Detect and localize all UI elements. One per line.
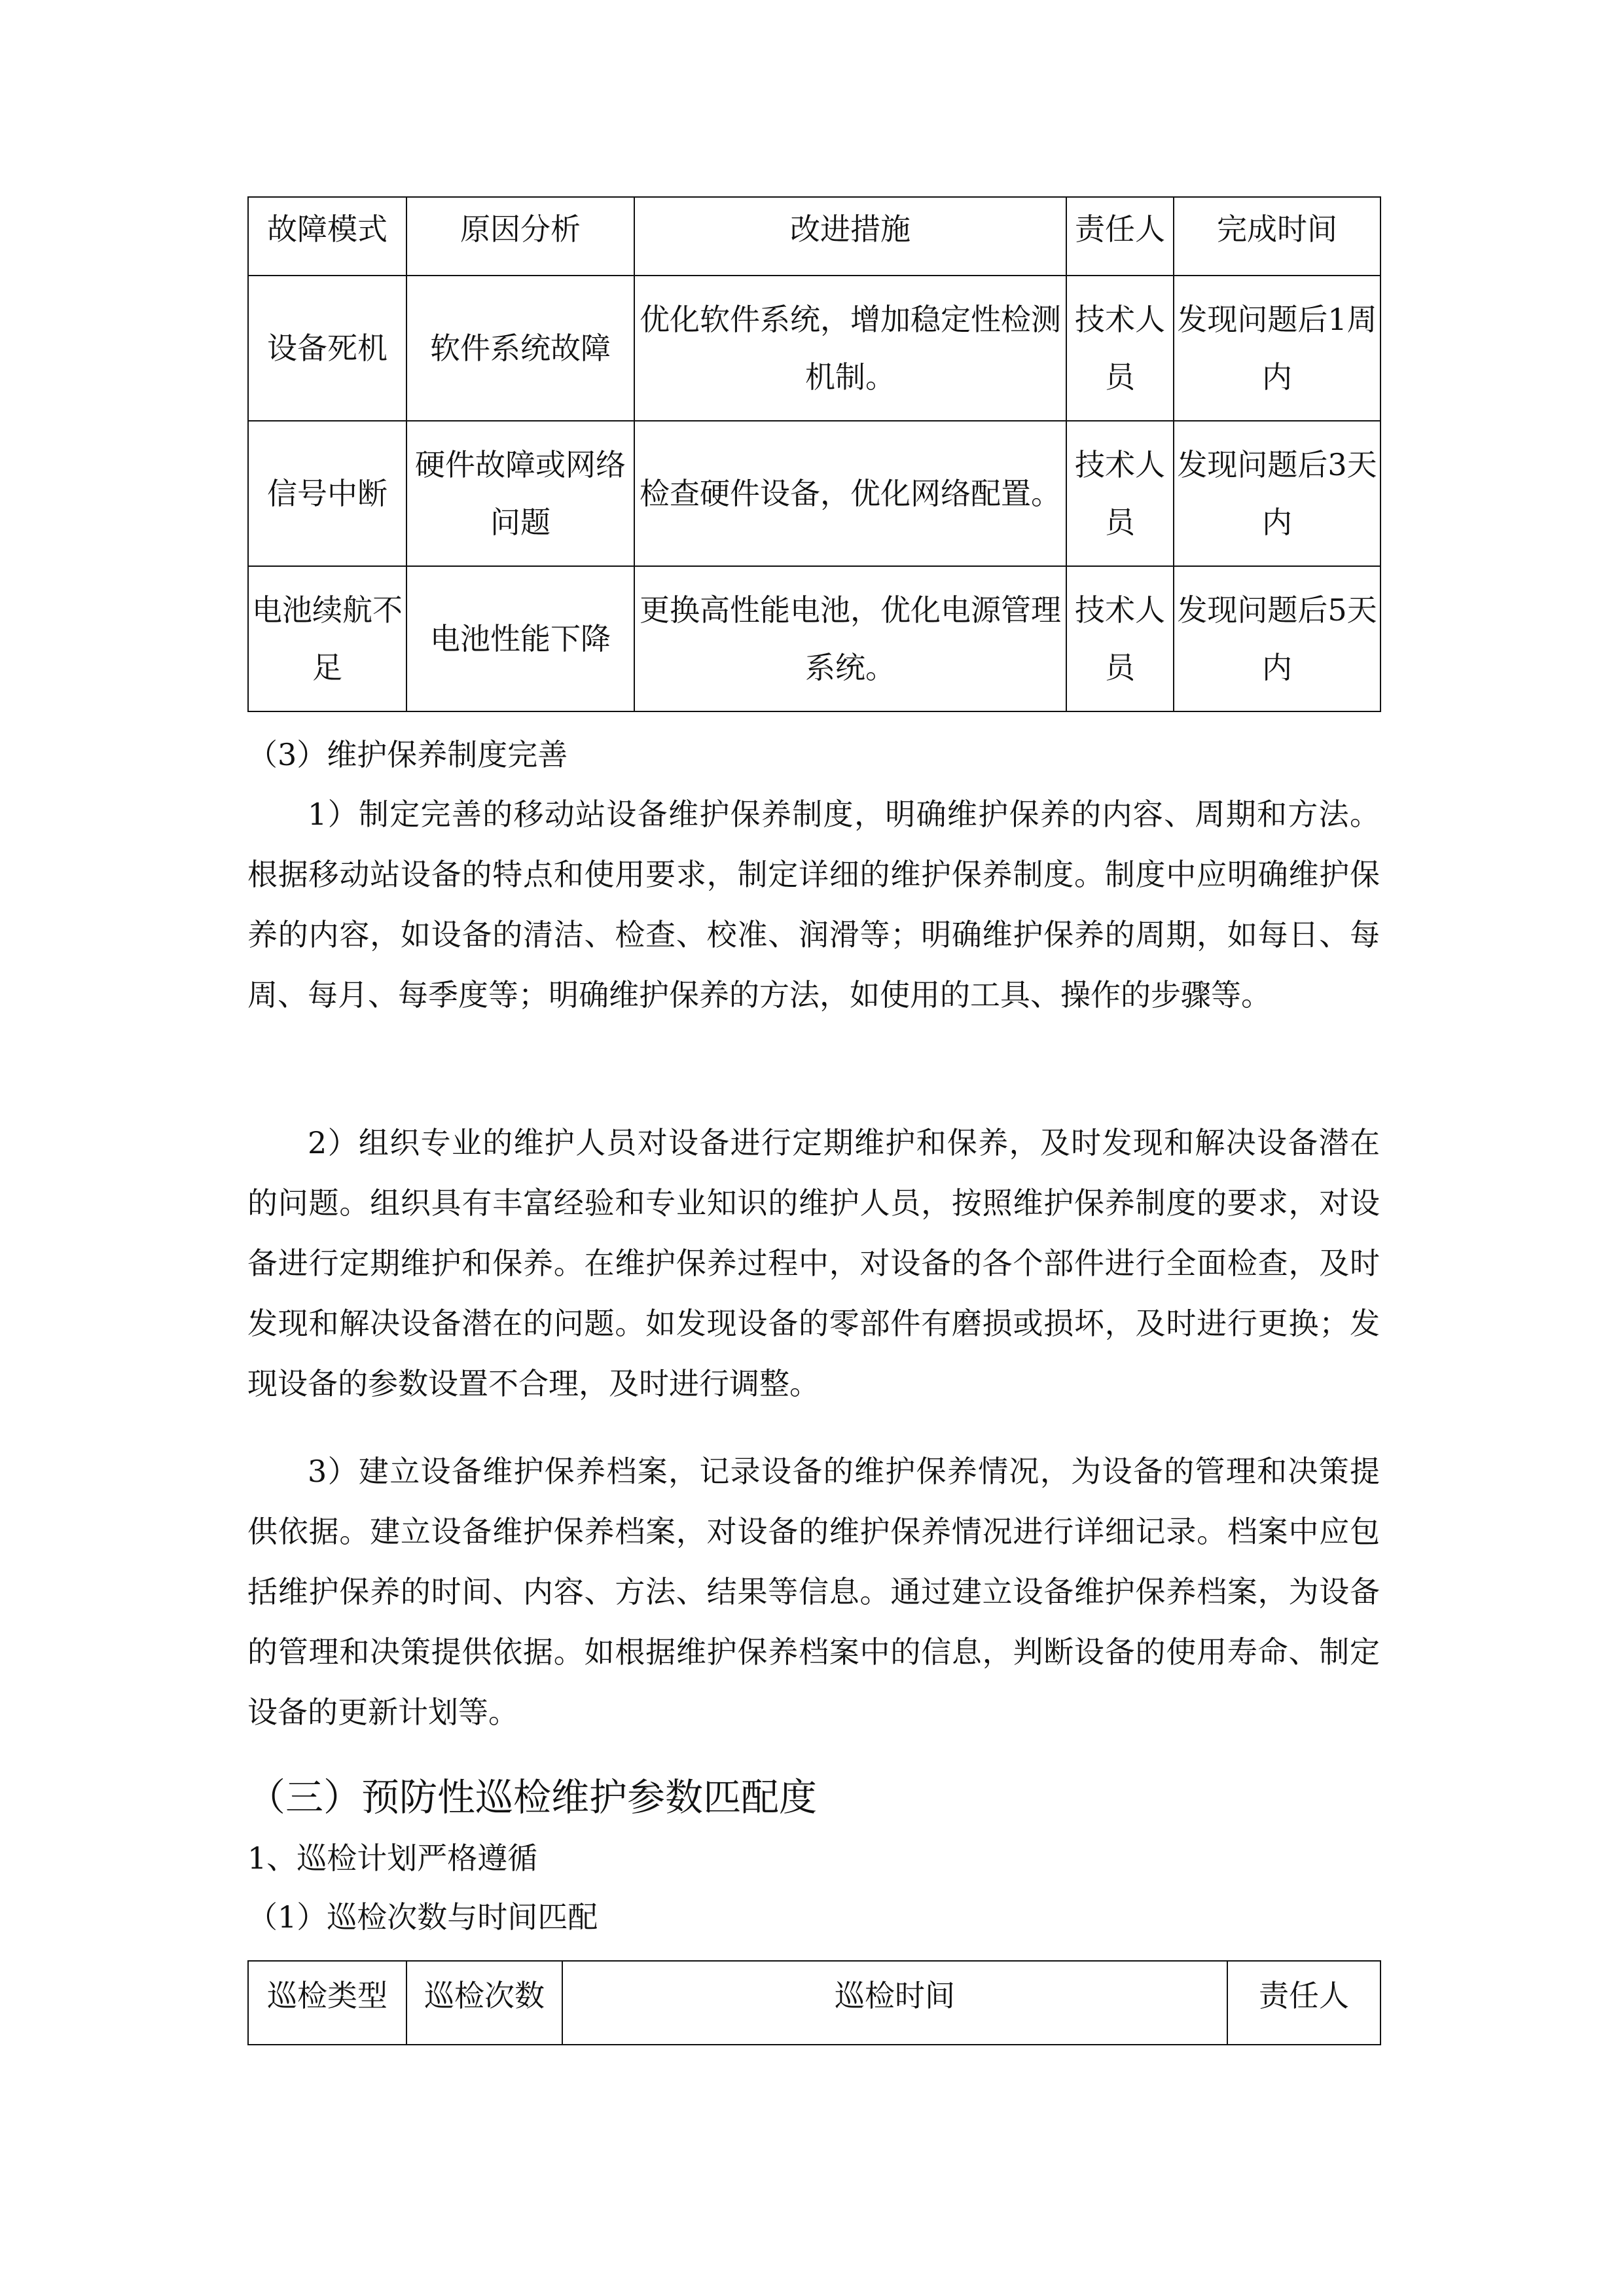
table-row [248, 421, 1380, 566]
table-cell: 发现问题后5天内 [1174, 566, 1380, 711]
table-cell: 检查硬件设备，优化网络配置。 [634, 421, 1066, 566]
table-cell: 设备死机 [248, 276, 406, 421]
fault-improvement-table [247, 196, 1381, 712]
header-cell: 改进措施 [634, 197, 1066, 276]
inspection-schedule-table [247, 1960, 1381, 2045]
table-row [248, 276, 1380, 421]
header-cell: 责任人 [1066, 197, 1174, 276]
header-cell: 责任人 [1227, 1961, 1380, 2045]
sub-heading: 1、巡检计划严格遵循 [247, 1840, 538, 1876]
paragraph: 3）建立设备维护保养档案，记录设备的维护保养情况，为设备的管理和决策提供依据。建立设备维护保养档案，对设备的维护保养情况进行详细记录。档案中应包括维护保养的时间、内容、方法、结果等信息。通过建立设备维护保养档案，为设备的管理和决策提供依据。如根据维护保养档案中的信息，判断设备的使用寿命、制定设备的更新计划等。 [247, 1454, 1380, 1730]
paragraph: 2）组织专业的维护人员对设备进行定期维护和保养，及时发现和解决设备潜在的问题。组织具有丰富经验和专业知识的维护人员，按照维护保养制度的要求，对设备进行定期维护和保养。在维护保养过程中，对设备的各个部件进行全面检查，及时发现和解决设备潜在的问题。如发现设备的零部件有磨损或损坏，及时进行更换；发现设备的参数设置不合理，及时进行调整。 [247, 1125, 1380, 1401]
table-cell: 信号中断 [248, 421, 406, 566]
sub-heading: （1）巡检次数与时间匹配 [247, 1899, 598, 1935]
table-cell: 硬件故障或网络问题 [406, 421, 634, 566]
table-cell: 技术人员 [1066, 566, 1174, 711]
subsection-heading: （3）维护保养制度完善 [247, 737, 568, 772]
section-title: （三）预防性巡检维护参数匹配度 [247, 1775, 818, 1820]
header-cell: 巡检次数 [406, 1961, 562, 2045]
paragraph: 1）制定完善的移动站设备维护保养制度，明确维护保养的内容、周期和方法。根据移动站设备的特点和使用要求，制定详细的维护保养制度。制度中应明确维护保养的内容，如设备的清洁、检查、校准、润滑等；明确维护保养的周期，如每日、每周、每月、每季度等；明确维护保养的方法，如使用的工具、操作的步骤等。 [247, 797, 1380, 1013]
table-cell: 技术人员 [1066, 421, 1174, 566]
table-cell: 发现问题后3天内 [1174, 421, 1380, 566]
table-cell: 电池续航不足 [248, 566, 406, 711]
header-cell: 故障模式 [248, 197, 406, 276]
table-cell: 发现问题后1周内 [1174, 276, 1380, 421]
table-header-row [248, 197, 1380, 276]
header-cell: 巡检时间 [562, 1961, 1227, 2045]
header-cell: 完成时间 [1174, 197, 1380, 276]
header-cell: 巡检类型 [248, 1961, 406, 2045]
table-cell: 软件系统故障 [406, 276, 634, 421]
table-row [248, 566, 1380, 711]
table-cell: 电池性能下降 [406, 566, 634, 711]
table-cell: 更换高性能电池，优化电源管理系统。 [634, 566, 1066, 711]
header-cell: 原因分析 [406, 197, 634, 276]
table-cell: 优化软件系统，增加稳定性检测机制。 [634, 276, 1066, 421]
table-header-row [248, 1961, 1380, 2045]
table-cell: 技术人员 [1066, 276, 1174, 421]
